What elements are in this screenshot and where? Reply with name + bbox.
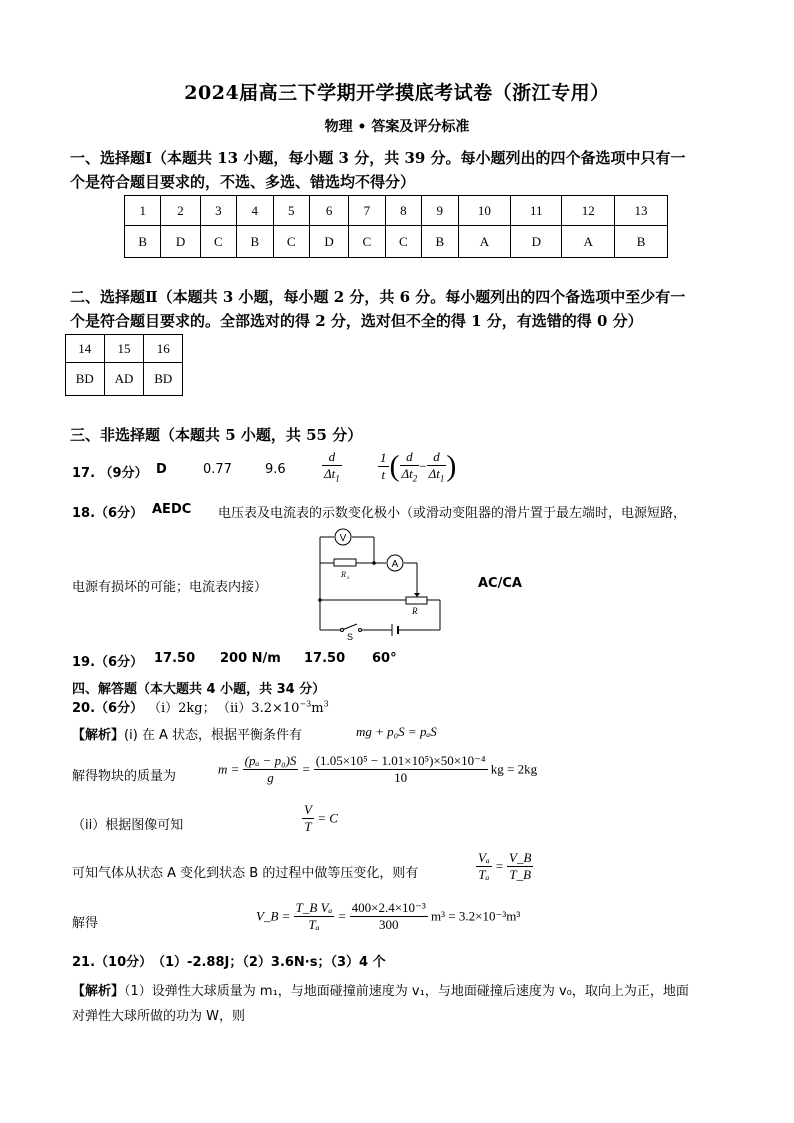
eq2-frac1-num: (pₐ − p₀)S bbox=[244, 753, 297, 768]
q19-answer-4: 60° bbox=[372, 651, 397, 666]
q17-a5-dt1: Δt bbox=[428, 466, 440, 481]
eq2-result: kg = 2kg bbox=[490, 761, 538, 777]
rheostat bbox=[406, 597, 427, 604]
table-cell: D bbox=[511, 226, 562, 258]
rheostat-label: R bbox=[412, 606, 418, 616]
section1-number-row bbox=[125, 196, 668, 226]
q17-a5-t: t bbox=[381, 466, 386, 482]
switch-label: S bbox=[346, 632, 354, 640]
table-cell: 9 bbox=[422, 196, 458, 226]
eq4-equals: = bbox=[495, 858, 504, 874]
eq5-frac2-num: 400×2.4×10⁻³ bbox=[351, 900, 426, 915]
section1-answer-row bbox=[125, 226, 668, 258]
q17-answer-1: D bbox=[156, 462, 167, 477]
q20-solve-text: 解得 bbox=[72, 916, 99, 931]
section2-answer-table bbox=[65, 334, 183, 396]
q17-a5-d1: d bbox=[400, 449, 420, 466]
rx-subscript: x bbox=[347, 576, 350, 581]
eq2-lhs: m = bbox=[218, 761, 240, 777]
q17-a4-sub: 1 bbox=[335, 473, 340, 484]
voltmeter-label: V bbox=[339, 533, 347, 544]
q21-answers: （1）-2.88J；（2）3.6N·s；（3）4 个 bbox=[152, 955, 386, 970]
section2-heading-line2: 个是符合题目要求的。全部选对的得 2 分，选对但不全的得 1 分，有选错的得 0 分） bbox=[70, 312, 643, 330]
eq3-num: V bbox=[304, 802, 312, 817]
table-cell: 3 bbox=[200, 196, 236, 226]
q21-analysis-line2: 对弹性大球所做的功为 W，则 bbox=[72, 1009, 245, 1024]
eq5-equals: = bbox=[337, 908, 347, 924]
q20-equation-4 bbox=[476, 850, 533, 883]
switch-contact bbox=[359, 629, 362, 632]
table-cell: 12 bbox=[562, 196, 615, 226]
table-cell: D bbox=[161, 226, 200, 258]
q20-equation-1: mg + p₀S = pₐS bbox=[356, 724, 437, 739]
section2-number-row bbox=[66, 335, 183, 363]
table-cell: 10 bbox=[458, 196, 511, 226]
q21-analysis-tag: 【解析】 bbox=[72, 984, 125, 999]
q20-answer-ii-value: （ii）3.2×10 bbox=[217, 701, 300, 716]
q20-answer-ii-exp: −3 bbox=[299, 699, 312, 709]
table-cell: B bbox=[615, 226, 668, 258]
eq5-result: m³ = 3.2×10⁻³m³ bbox=[431, 908, 521, 924]
q17-a5-left-paren: ( bbox=[389, 449, 400, 483]
table-cell: B bbox=[125, 226, 161, 258]
q18-label: 18.（6分） bbox=[72, 506, 144, 521]
q17-a4-numerator: d bbox=[322, 449, 342, 466]
q17-a5-sub2: 2 bbox=[412, 473, 418, 484]
q20-answer-ii-unit-exp: 3 bbox=[323, 699, 329, 709]
q21-analysis-line1 bbox=[72, 980, 689, 999]
table-cell: B bbox=[422, 226, 458, 258]
eq4-num1: Vₐ bbox=[478, 850, 490, 865]
q17-a5-right-paren: ) bbox=[446, 449, 457, 483]
q20-mass-text: 解得物块的质量为 bbox=[72, 769, 177, 784]
table-cell: 1 bbox=[125, 196, 161, 226]
ammeter-label: A bbox=[391, 559, 399, 570]
eq2-frac1-den: g bbox=[267, 770, 274, 785]
q20-label: 20.（6分） bbox=[72, 701, 144, 716]
table-cell: 14 bbox=[66, 335, 105, 363]
eq5-frac1-num: T_B Vₐ bbox=[295, 900, 333, 915]
q17-a5-d2: d bbox=[427, 449, 447, 466]
eq3-rhs: = C bbox=[317, 810, 338, 826]
table-cell: C bbox=[349, 226, 385, 258]
q20-analysis-line1 bbox=[72, 724, 302, 743]
q20-answer-ii-unit: m bbox=[311, 701, 324, 716]
switch-pivot bbox=[341, 629, 344, 632]
eq2-equals: = bbox=[301, 761, 311, 777]
table-cell: 7 bbox=[349, 196, 385, 226]
q19-answer-2: 200 N/m bbox=[220, 651, 281, 666]
rheostat-slider bbox=[414, 593, 420, 597]
q20-analysis-tag: 【解析】 bbox=[72, 728, 125, 743]
q17-a5-dt2: Δt bbox=[401, 466, 413, 481]
table-cell: 8 bbox=[385, 196, 421, 226]
table-cell: AD bbox=[104, 363, 144, 396]
eq4-num2: V_B bbox=[509, 850, 532, 865]
table-cell: 5 bbox=[273, 196, 309, 226]
table-cell: 11 bbox=[511, 196, 562, 226]
eq3-den: T bbox=[304, 819, 312, 834]
section4-heading: 四、解答题（本大题共 4 小题，共 34 分） bbox=[72, 682, 326, 697]
q20-answer-i: （i）2kg； bbox=[148, 701, 216, 716]
q18-answer-2-line1: 电压表及电流表的示数变化极小（或滑动变阻器的滑片置于最左端时，电源短路， bbox=[218, 506, 687, 521]
page-subtitle: 物理 • 答案及评分标准 bbox=[324, 119, 470, 135]
table-cell: B bbox=[237, 226, 273, 258]
q20-equation-3 bbox=[302, 802, 338, 835]
q18-answer-3: AC/CA bbox=[478, 576, 522, 591]
table-cell: BD bbox=[144, 363, 183, 396]
q17-a4-denominator: Δt bbox=[324, 466, 336, 481]
table-cell: D bbox=[309, 226, 348, 258]
eq5-lhs: V_B = bbox=[256, 908, 291, 924]
table-cell: 6 bbox=[309, 196, 348, 226]
eq2-frac2-den: 10 bbox=[394, 770, 408, 785]
q20-analysis-text: (i) 在 A 状态，根据平衡条件有 bbox=[124, 728, 303, 743]
section2-heading-line1: 二、选择题Ⅱ（本题共 3 小题，每小题 2 分，共 6 分。每小题列出的四个备选项中至少有一 bbox=[70, 288, 686, 306]
table-cell: C bbox=[200, 226, 236, 258]
table-cell: BD bbox=[66, 363, 105, 396]
q17-a5-one: 1 bbox=[380, 449, 387, 465]
q20-answer-ii bbox=[217, 697, 329, 716]
q17-answer-5 bbox=[378, 449, 456, 484]
section1-heading-line1: 一、选择题Ⅰ（本题共 13 小题，每小题 3 分，共 39 分。每小题列出的四个备选项中只有一 bbox=[70, 149, 686, 167]
q19-answer-3: 17.50 bbox=[304, 651, 346, 666]
q17-label: 17. （9分） bbox=[72, 466, 148, 481]
q20-isobaric-text: 可知气体从状态 A 变化到状态 B 的过程中做等压变化，则有 bbox=[72, 866, 419, 881]
q21-analysis-text: （1）设弹性大球质量为 m₁，与地面碰撞前速度为 v₁，与地面碰撞后速度为 v₀，取向上为正，地面 bbox=[124, 984, 689, 999]
eq4-den2: T_B bbox=[509, 867, 532, 882]
q18-answer-1: AEDC bbox=[152, 502, 192, 517]
section2-answer-row bbox=[66, 363, 183, 396]
table-cell: 2 bbox=[161, 196, 200, 226]
table-cell: 16 bbox=[144, 335, 183, 363]
section1-heading-line2: 个是符合题目要求的，不选、多选、错选均不得分） bbox=[70, 173, 416, 191]
q17-answer-2: 0.77 bbox=[203, 462, 232, 477]
page-title: 2024届高三下学期开学摸底考试卷（浙江专用） bbox=[184, 82, 610, 104]
q18-circuit-diagram bbox=[312, 525, 447, 640]
q17-a5-minus: − bbox=[419, 458, 427, 474]
q20-equation-5 bbox=[256, 900, 520, 933]
section3-heading: 三、非选择题（本题共 5 小题，共 55 分） bbox=[70, 426, 363, 444]
q19-label: 19.（6分） bbox=[72, 655, 144, 670]
table-cell: A bbox=[562, 226, 615, 258]
table-cell: 4 bbox=[237, 196, 273, 226]
table-cell: A bbox=[458, 226, 511, 258]
junction-dot bbox=[372, 561, 376, 565]
resistor-rx bbox=[334, 559, 356, 566]
table-cell: 13 bbox=[615, 196, 668, 226]
q20-ii-text: （ii）根据图像可知 bbox=[72, 818, 184, 833]
q17-a5-sub1: 1 bbox=[439, 473, 445, 484]
eq4-den1: Tₐ bbox=[478, 867, 490, 882]
junction-dot bbox=[318, 598, 322, 602]
section1-answer-table bbox=[124, 195, 668, 258]
eq5-frac2-den: 300 bbox=[378, 917, 399, 932]
q20-equation-2 bbox=[218, 753, 537, 786]
table-cell: 15 bbox=[104, 335, 144, 363]
rx-label: R bbox=[341, 570, 346, 579]
q21-label: 21.（10分） bbox=[72, 955, 153, 970]
q17-answer-4 bbox=[322, 449, 342, 484]
eq2-frac2-num: (1.05×10⁵ − 1.01×10⁵)×50×10⁻⁴ bbox=[315, 753, 486, 768]
eq5-frac1-den: Tₐ bbox=[308, 917, 320, 932]
q17-answer-3: 9.6 bbox=[265, 462, 286, 477]
q18-answer-2-line2: 电源有损坏的可能；电流表内接） bbox=[72, 580, 268, 595]
table-cell: C bbox=[273, 226, 309, 258]
q19-answer-1: 17.50 bbox=[154, 651, 196, 666]
table-cell: C bbox=[385, 226, 421, 258]
